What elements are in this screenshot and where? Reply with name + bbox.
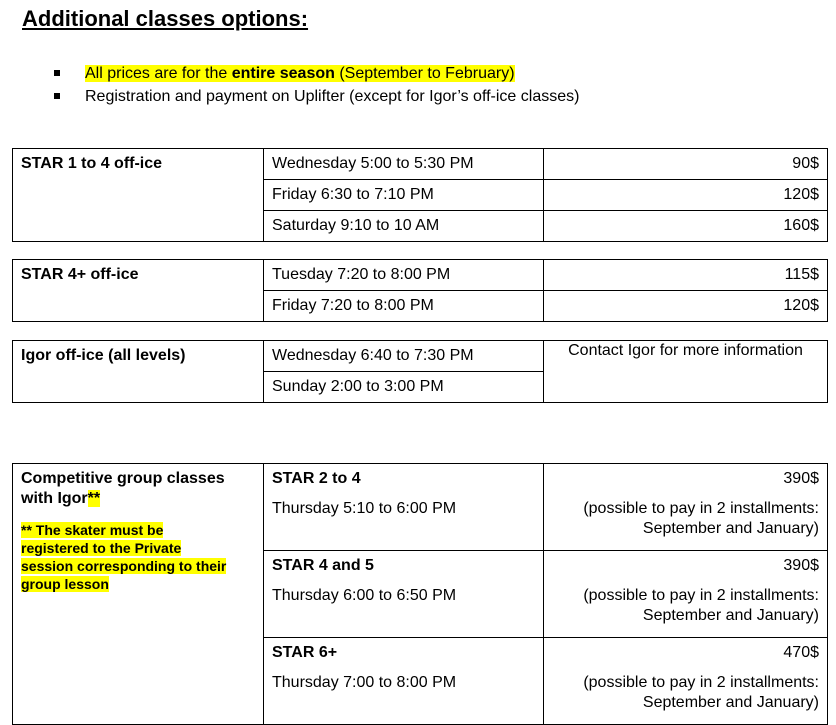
price-label: 390$ — [783, 557, 819, 574]
price-cell: 90$ — [544, 149, 828, 180]
price-cell: 115$ — [544, 260, 828, 291]
bullet-square-icon — [54, 93, 60, 99]
competitive-table — [12, 463, 828, 725]
time-label: Thursday 7:00 to 8:00 PM — [272, 674, 457, 691]
bullet-square-icon — [54, 70, 60, 76]
level-label: STAR 6+ — [272, 644, 338, 661]
price-cell: 160$ — [544, 211, 828, 242]
installment-text: September and January) — [642, 520, 819, 537]
class-name: STAR 4+ off-ice — [21, 266, 139, 283]
price-cell — [544, 551, 828, 638]
star1to4-table — [12, 148, 828, 242]
class-name-cell — [13, 149, 264, 242]
footnote-marker: ** — [87, 490, 101, 507]
installment-text: September and January) — [642, 607, 819, 624]
installment-text: (possible to pay in 2 installments: — [583, 587, 819, 604]
level-time-cell — [264, 551, 544, 638]
time-cell: Wednesday 5:00 to 5:30 PM — [264, 149, 544, 180]
installment-text: (possible to pay in 2 installments: — [583, 500, 819, 517]
info-bullets — [52, 64, 579, 110]
class-name: STAR 1 to 4 off-ice — [21, 155, 163, 172]
igor-table — [12, 340, 828, 403]
time-cell: Sunday 2:00 to 3:00 PM — [264, 372, 544, 403]
note-line: session corresponding to their — [21, 558, 227, 574]
price-label: 470$ — [783, 644, 819, 661]
class-name — [21, 464, 255, 509]
level-label: STAR 2 to 4 — [272, 470, 361, 487]
price-cell — [544, 638, 828, 725]
table-row — [13, 149, 828, 180]
table-row — [13, 341, 828, 372]
class-name-cell — [13, 260, 264, 322]
page-title: Additional classes options: — [22, 6, 309, 31]
bullet-bold-text: entire season — [231, 65, 335, 82]
level-time-cell — [264, 464, 544, 551]
class-name: Igor off-ice (all levels) — [21, 347, 186, 364]
table-row — [13, 260, 828, 291]
class-name-line: with Igor — [21, 490, 88, 507]
class-name-cell — [13, 341, 264, 403]
bullet-item-season — [52, 64, 579, 87]
table-row — [13, 464, 828, 551]
price-cell: 120$ — [544, 180, 828, 211]
price-cell — [544, 464, 828, 551]
note-line: group lesson — [21, 576, 109, 592]
time-cell: Friday 6:30 to 7:10 PM — [264, 180, 544, 211]
installment-text: September and January) — [642, 694, 819, 711]
star4plus-table — [12, 259, 828, 322]
bullet-text: (September to February) — [334, 65, 515, 82]
bullet-text: Registration and payment on Uplifter (except for Igor’s off-ice classes) — [85, 88, 580, 105]
time-cell: Wednesday 6:40 to 7:30 PM — [264, 341, 544, 372]
time-cell: Tuesday 7:20 to 8:00 PM — [264, 260, 544, 291]
bullet-item-registration — [52, 87, 579, 110]
time-label: Thursday 5:10 to 6:00 PM — [272, 500, 457, 517]
time-cell: Friday 7:20 to 8:00 PM — [264, 291, 544, 322]
footnote-note — [21, 521, 226, 593]
time-label: Thursday 6:00 to 6:50 PM — [272, 587, 457, 604]
level-time-cell — [264, 638, 544, 725]
bullet-text: All prices are for the — [85, 65, 232, 82]
time-cell: Saturday 9:10 to 10 AM — [264, 211, 544, 242]
season-highlight — [85, 65, 515, 82]
price-label: 390$ — [783, 470, 819, 487]
class-name-cell — [13, 464, 264, 725]
installment-text: (possible to pay in 2 installments: — [583, 674, 819, 691]
price-cell: 120$ — [544, 291, 828, 322]
note-line: ** The skater must be — [21, 522, 164, 538]
level-label: STAR 4 and 5 — [272, 557, 374, 574]
class-name-line: Competitive group classes — [21, 470, 225, 487]
contact-cell: Contact Igor for more information — [544, 341, 828, 403]
note-line: registered to the Private — [21, 540, 182, 556]
